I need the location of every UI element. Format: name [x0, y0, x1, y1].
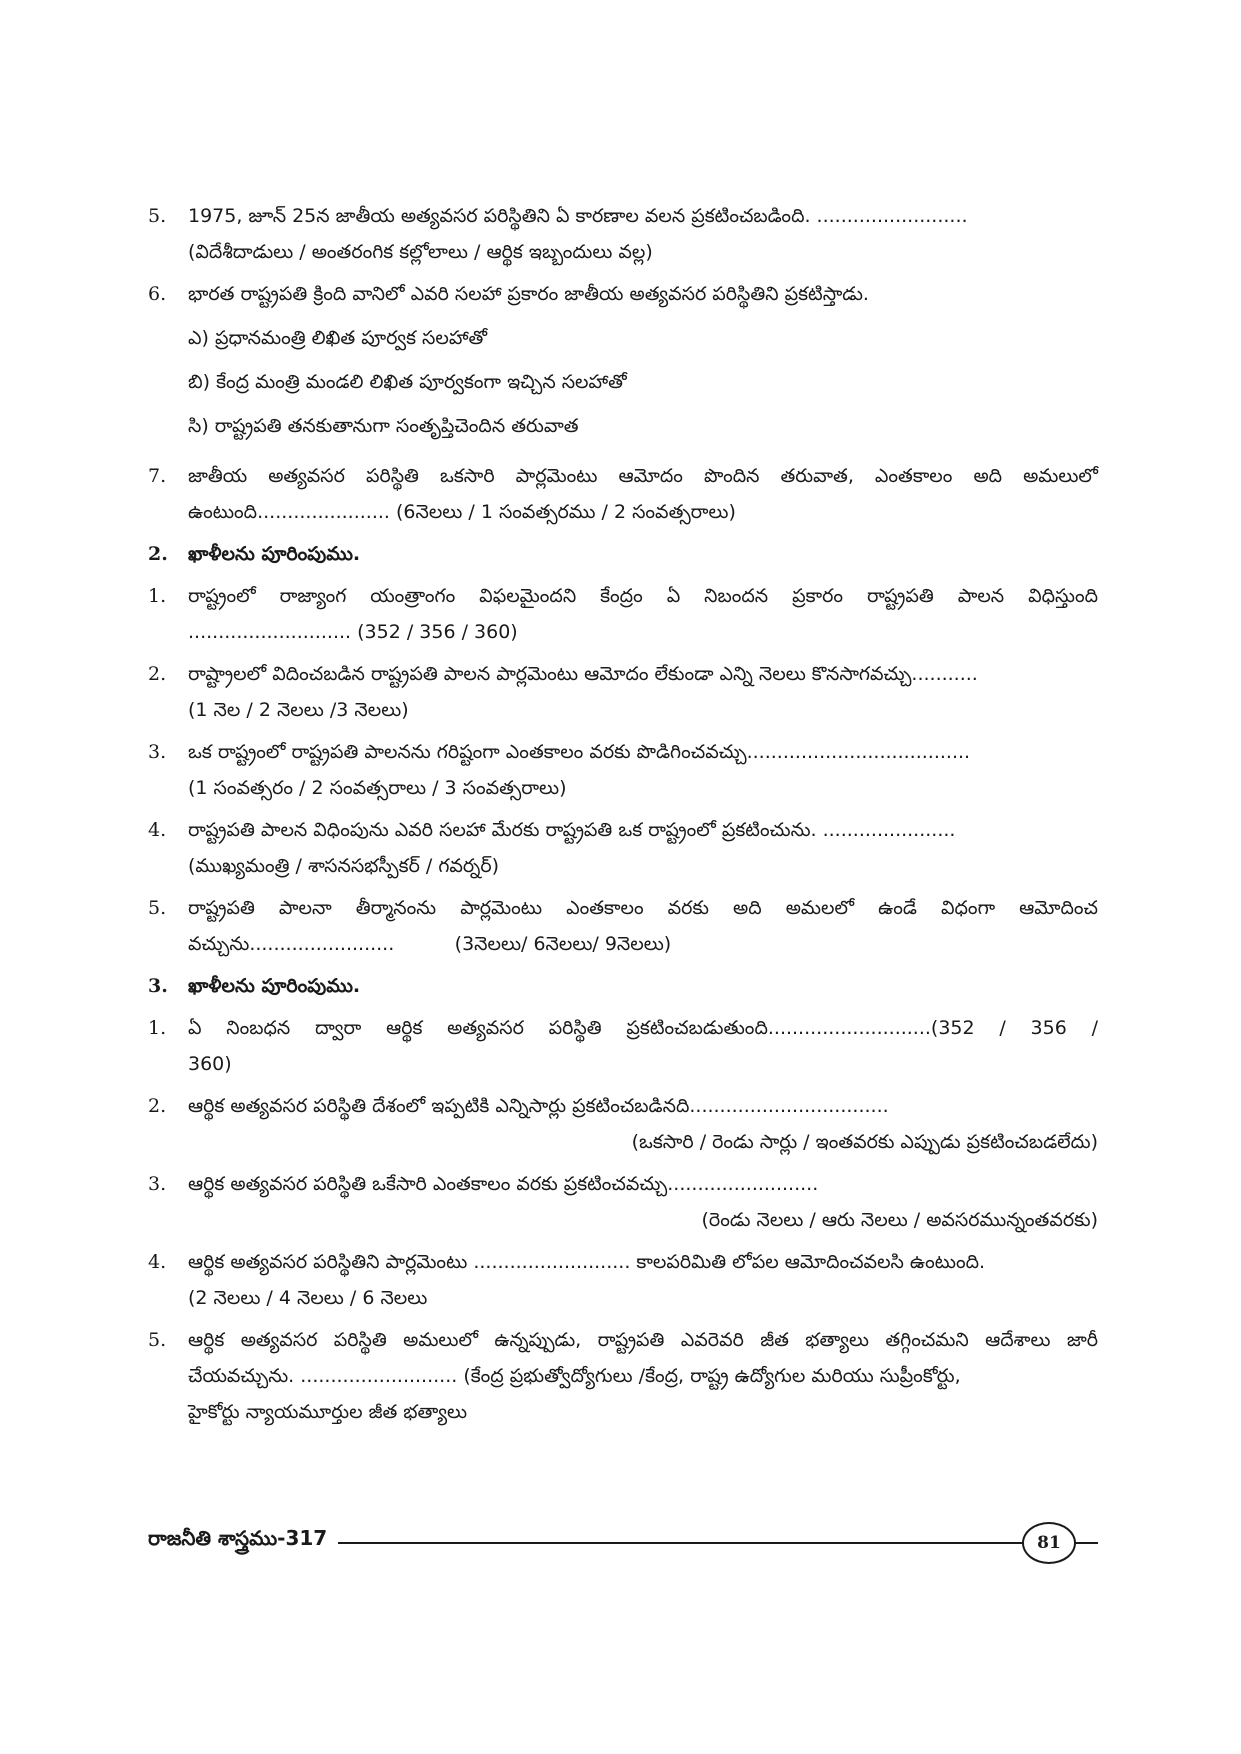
- section-title: ఖాళీలను పూరింపుము.: [188, 975, 361, 997]
- question-item: [148, 890, 1098, 962]
- section-number: 3.: [148, 975, 168, 997]
- question-options: (ఒకసారి / రెండు సార్లు / ఇంతవరకు ఎప్పుడు ప్రకటించబడలేదు): [631, 1131, 1098, 1153]
- question-text: రాష్ట్రపతి పాలనా తీర్మానంను పార్లమెంటు ఎంతకాలం వరకు అది అమలలో ఉండే విధంగా ఆమోదించ: [188, 897, 1098, 919]
- question-options: (విదేశీదాడులు / అంతరంగిక కల్లోలాలు / ఆర్థిక ఇబ్బందులు వల్ల): [188, 241, 653, 263]
- question-text-continued: చేయవచ్చును. .......................... (కేంద్ర ప్రభుత్వోద్యోగులు /కేంద్ర, రాష్ట్ర ఉద్యోగుల మరియు సుప్రీంకోర్టు,: [188, 1365, 961, 1387]
- question-item: [148, 812, 1098, 884]
- question-text: ఆర్థిక అత్యవసర పరిస్థితి అమలులో ఉన్నప్పుడు, రాష్ట్రపతి ఎవరెవరి జీత భత్యాలు తగ్గించమని ఆదేశాలు జారీ: [188, 1329, 1098, 1351]
- question-text: భారత రాష్ట్రపతి క్రింది వానిలో ఎవరి సలహా ప్రకారం జాతీయ అత్యవసర పరిస్థితిని ప్రకటిస్తాడు.: [188, 283, 869, 305]
- section-heading: [148, 536, 1098, 572]
- question-number: 5.: [148, 1329, 167, 1351]
- question-number: 1.: [148, 585, 167, 607]
- question-options: (1 నెల / 2 నెలలు /3 నెలలు): [188, 699, 409, 721]
- question-number: 1.: [148, 1017, 167, 1039]
- question-text: ఆర్థిక అత్యవసర పరిస్థితి దేశంలో ఇప్పటికి ఎన్నిసార్లు ప్రకటించబడినది.................................: [188, 1095, 889, 1117]
- question-number: 5.: [148, 205, 167, 227]
- question-item: [148, 1088, 1098, 1160]
- option-c: సి) రాష్ట్రపతి తనకుతానుగా సంతృప్తిచెందిన తరువాత: [188, 415, 579, 437]
- question-text: రాష్ట్రపతి పాలన విధింపును ఎవరి సలహా మేరకు రాష్ట్రపతి ఒక రాష్ట్రంలో ప్రకటించును. ......................: [188, 819, 956, 841]
- question-options: (రెండు నెలలు / ఆరు నెలలు / అవసరమున్నంతవరకు): [701, 1209, 1098, 1231]
- section-number: 2.: [148, 543, 168, 565]
- question-item: [148, 198, 1098, 270]
- footer-rule: [338, 1542, 1098, 1544]
- question-item: [148, 734, 1098, 806]
- question-item: [148, 1244, 1098, 1316]
- question-item: [148, 1322, 1098, 1430]
- question-number: 3.: [148, 1173, 167, 1195]
- question-item: [148, 578, 1098, 650]
- question-item: [148, 276, 1098, 452]
- question-text: రాష్ట్రాలలో విదించబడిన రాష్ట్రపతి పాలన పార్లమెంటు ఆమోదం లేకుండా ఎన్ని నెలలు కొనసాగవచ్చు...........: [188, 663, 978, 685]
- section-heading: [148, 968, 1098, 1004]
- question-number: 2.: [148, 663, 167, 685]
- page-number: 81: [1022, 1522, 1076, 1564]
- page-footer: [148, 1522, 1098, 1562]
- question-text: రాష్ట్రంలో రాజ్యాంగ యంత్రాంగం విఫలమైందని కేంద్రం ఏ నిబందన ప్రకారం రాష్ట్రపతి పాలన విధిస్తుంది: [188, 585, 1098, 607]
- section-title: ఖాళీలను పూరింపుము.: [188, 543, 361, 565]
- question-text: ఒక రాష్ట్రంలో రాష్ట్రపతి పాలనను గరిష్టంగా ఎంతకాలం వరకు పొడిగించవచ్చు.....................................: [188, 741, 971, 763]
- book-title: రాజనీతి శాస్త్రము-317: [148, 1526, 328, 1550]
- question-options: (1 సంవత్సరం / 2 సంవత్సరాలు / 3 సంవత్సరాలు): [188, 777, 567, 799]
- question-number: 7.: [148, 465, 167, 487]
- question-options: హైకోర్టు న్యాయమూర్తుల జీత భత్యాలు: [188, 1401, 468, 1423]
- option-b: బి) కేంద్ర మంత్రి మండలి లిఖిత పూర్వకంగా ఇచ్చిన సలహాతో: [188, 371, 627, 393]
- page-content: [148, 198, 1098, 1436]
- question-number: 4.: [148, 819, 167, 841]
- question-number: 4.: [148, 1251, 167, 1273]
- question-text: ఏ నింబధన ద్వారా ఆర్థిక అత్యవసర పరిస్థితి ప్రకటించబడుతుంది...........................(352 / 356 /: [188, 1017, 1098, 1039]
- question-text: ఆర్థిక అత్యవసర పరిస్థితి ఒకేసారి ఎంతకాలం వరకు ప్రకటించవచ్చు.........................: [188, 1173, 819, 1195]
- option-a: ఎ) ప్రధానమంత్రి లిఖిత పూర్వక సలహాతో: [188, 327, 488, 349]
- question-item: [148, 458, 1098, 530]
- question-options: (ముఖ్యమంత్రి / శాసనసభస్పీకర్ / గవర్నర్): [188, 855, 500, 877]
- question-number: 5.: [148, 897, 167, 919]
- question-item: [148, 1166, 1098, 1238]
- question-number: 6.: [148, 283, 167, 305]
- question-options: ఉంటుంది...................... (6నెలలు / 1 సంవత్సరము / 2 సంవత్సరాలు): [188, 501, 736, 523]
- question-text: ఆర్థిక అత్యవసర పరిస్థితిని పార్లమెంటు .......................... కాలపరిమితి లోపల ఆమోదించవలసి ఉంటుంది.: [188, 1251, 986, 1273]
- question-item: [148, 656, 1098, 728]
- question-options: 360): [188, 1053, 232, 1075]
- question-text: 1975, జూన్ 25న జాతీయ అత్యవసర పరిస్థితిని ఏ కారణాల వలన ప్రకటించబడింది. .........................: [188, 205, 968, 227]
- question-options: ........................... (352 / 356 / 360): [188, 621, 518, 643]
- question-number: 2.: [148, 1095, 167, 1117]
- question-options: వచ్చును........................ (3నెలలు/ 6నెలలు/ 9నెలలు): [188, 933, 672, 955]
- question-item: [148, 1010, 1098, 1082]
- question-options: (2 నెలలు / 4 నెలలు / 6 నెలలు: [188, 1287, 428, 1309]
- question-number: 3.: [148, 741, 167, 763]
- question-text: జాతీయ అత్యవసర పరిస్థితి ఒకసారి పార్లమెంటు ఆమోదం పొందిన తరువాత, ఎంతకాలం అది అమలులో: [188, 465, 1098, 487]
